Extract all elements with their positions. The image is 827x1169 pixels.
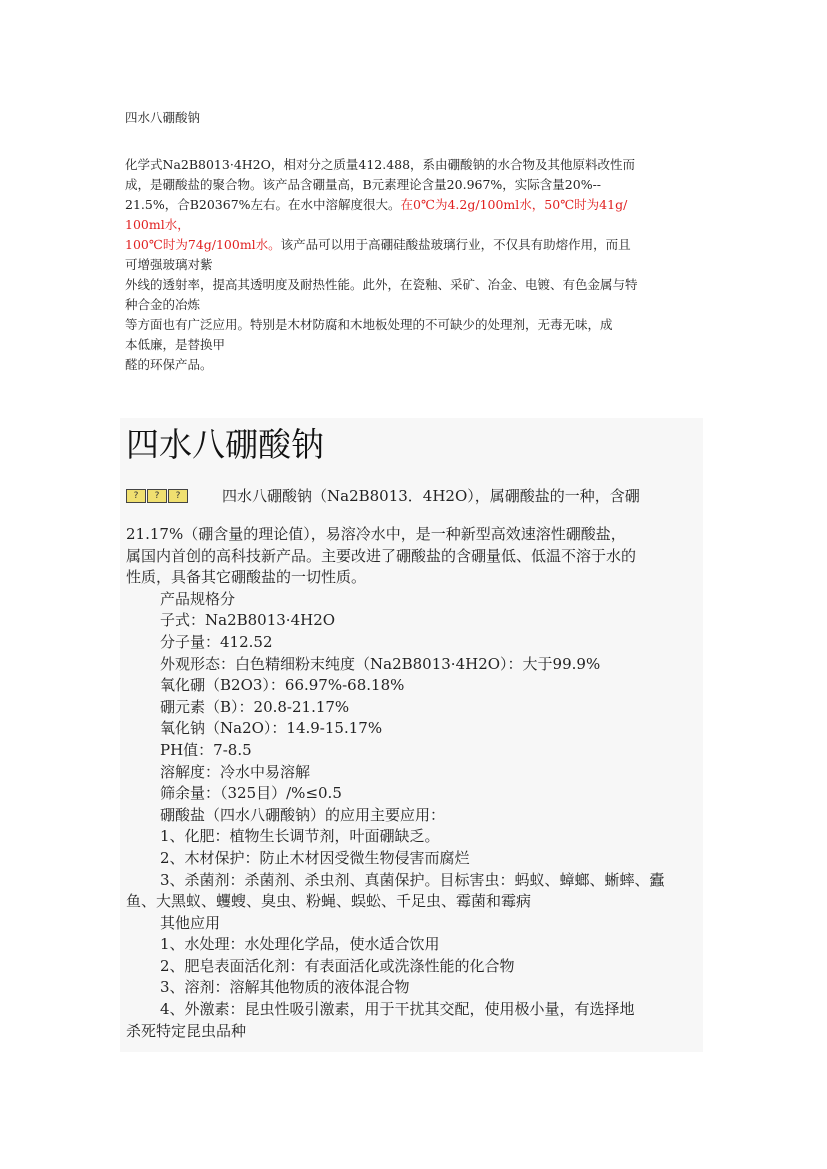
- intro-line: 化学式Na2B8013·4H2O，相对分之质量412.488，系由硼酸钠的水合物及其他原料改性而: [125, 157, 636, 172]
- spec-line: 筛余量：（325目）/%≤0.5: [160, 784, 342, 803]
- spec-line: 产品规格分: [160, 589, 236, 608]
- para-line: 21.17%（硼含量的理论值），易溶冷水中，是一种新型高效速溶性硼酸盐，: [126, 525, 626, 543]
- spec-line: 分子量：412.52: [160, 632, 273, 651]
- broken-image-icon: ?: [126, 489, 146, 503]
- intro-line: 等方面也有广泛应用。特别是木材防腐和木地板处理的不可缺少的处理剂，无毒无味，成: [125, 317, 613, 332]
- intro-line: 成，是硼酸盐的聚合物。该产品含硼量高，B元素理论含量20.967%，实际含量20%--: [125, 177, 602, 192]
- section-body: [126, 524, 706, 1042]
- intro-text: 该产品可以用于高硼硅酸盐玻璃行业，不仅具有助熔作用，而且: [280, 237, 631, 252]
- broken-image-icon: ?: [147, 489, 167, 503]
- intro-title: 四水八硼酸钠: [125, 110, 201, 125]
- spec-line: 氧化钠（Na2O）：14.9-15.17%: [160, 719, 383, 738]
- spec-line: 硼元素（B）：20.8-21.17%: [160, 697, 350, 716]
- spec-line: PH值：7-8.5: [160, 740, 252, 759]
- other-line: 4、外激素：昆虫性吸引激素，用于干扰其交配，使用极小量，有选择地: [160, 1000, 635, 1019]
- intro-text: 21.5%，合B20367%左右。在水中溶解度很大。: [125, 197, 401, 212]
- other-line: 3、溶剂：溶解其他物质的液体混合物: [160, 978, 410, 997]
- solubility-highlight: 在0℃为4.2g/100ml水，50℃时为41g/: [400, 197, 628, 212]
- spec-line: 硼酸盐（四水八硼酸钠）的应用主要应用：: [160, 805, 446, 824]
- spec-line: 氧化硼（B2O3）：66.97%-68.18%: [160, 676, 405, 695]
- spec-line: 1、化肥：植物生长调节剂，叶面硼缺乏。: [160, 827, 440, 846]
- intro-line: [125, 195, 705, 215]
- spec-line: 3、杀菌剂：杀菌剂、杀虫剂、真菌保护。目标害虫：蚂蚁、蟑螂、蜥蟀、蠹: [160, 870, 665, 889]
- intro-paragraph: [125, 155, 705, 375]
- intro-line: 外线的透射率，提高其透明度及耐热性能。此外，在瓷釉、采矿、冶金、电镀、有色金属与特: [125, 277, 638, 292]
- broken-image-icon: ?: [168, 489, 188, 503]
- spec-line: 子式：Na2B8013·4H2O: [160, 611, 336, 630]
- other-line: 2、肥皂表面活化剂：有表面活化或洗涤性能的化合物: [160, 956, 515, 975]
- product-section: [120, 418, 703, 1052]
- para-line: 性质，具备其它硼酸盐的一切性质。: [126, 568, 367, 587]
- spec-line: 外观形态：白色精细粉末纯度（Na2B8013·4H2O）：大于99.9%: [160, 654, 601, 673]
- solubility-highlight: 100ml水，: [125, 217, 190, 232]
- intro-line: 种合金的冶炼: [125, 297, 201, 312]
- other-line: 1、水处理：水处理化学品，使水适合饮用: [160, 935, 440, 954]
- intro-line: 可增强玻璃对紫: [125, 257, 213, 272]
- intro-line: [125, 235, 705, 255]
- intro-line: 醛的环保产品。: [125, 357, 213, 372]
- para-line: 属国内首创的高科技新产品。主要改进了硼酸盐的含硼量低、低温不溶于水的: [126, 546, 637, 565]
- section-title: 四水八硼酸钠: [126, 425, 324, 464]
- other-line: 其他应用: [160, 913, 221, 932]
- lead-text: 四水八硼酸钠（Na2B8013．4H2O），属硼酸盐的一种，含硼: [222, 487, 640, 505]
- spec-line: 2、木材保护：防止木材因受微生物侵害而腐烂: [160, 848, 470, 867]
- spec-line: 溶解度：冷水中易溶解: [160, 762, 311, 781]
- spec-line: 鱼、大黑蚁、蠼螋、臭虫、粉蝇、蜈蚣、千足虫、霉菌和霉病: [126, 892, 532, 911]
- intro-line: 本低廉，是替换甲: [125, 337, 226, 352]
- icon-strip: [126, 489, 188, 503]
- solubility-highlight: 100℃时为74g/100ml水。: [125, 237, 281, 252]
- other-line: 杀死特定昆虫品种: [126, 1021, 247, 1040]
